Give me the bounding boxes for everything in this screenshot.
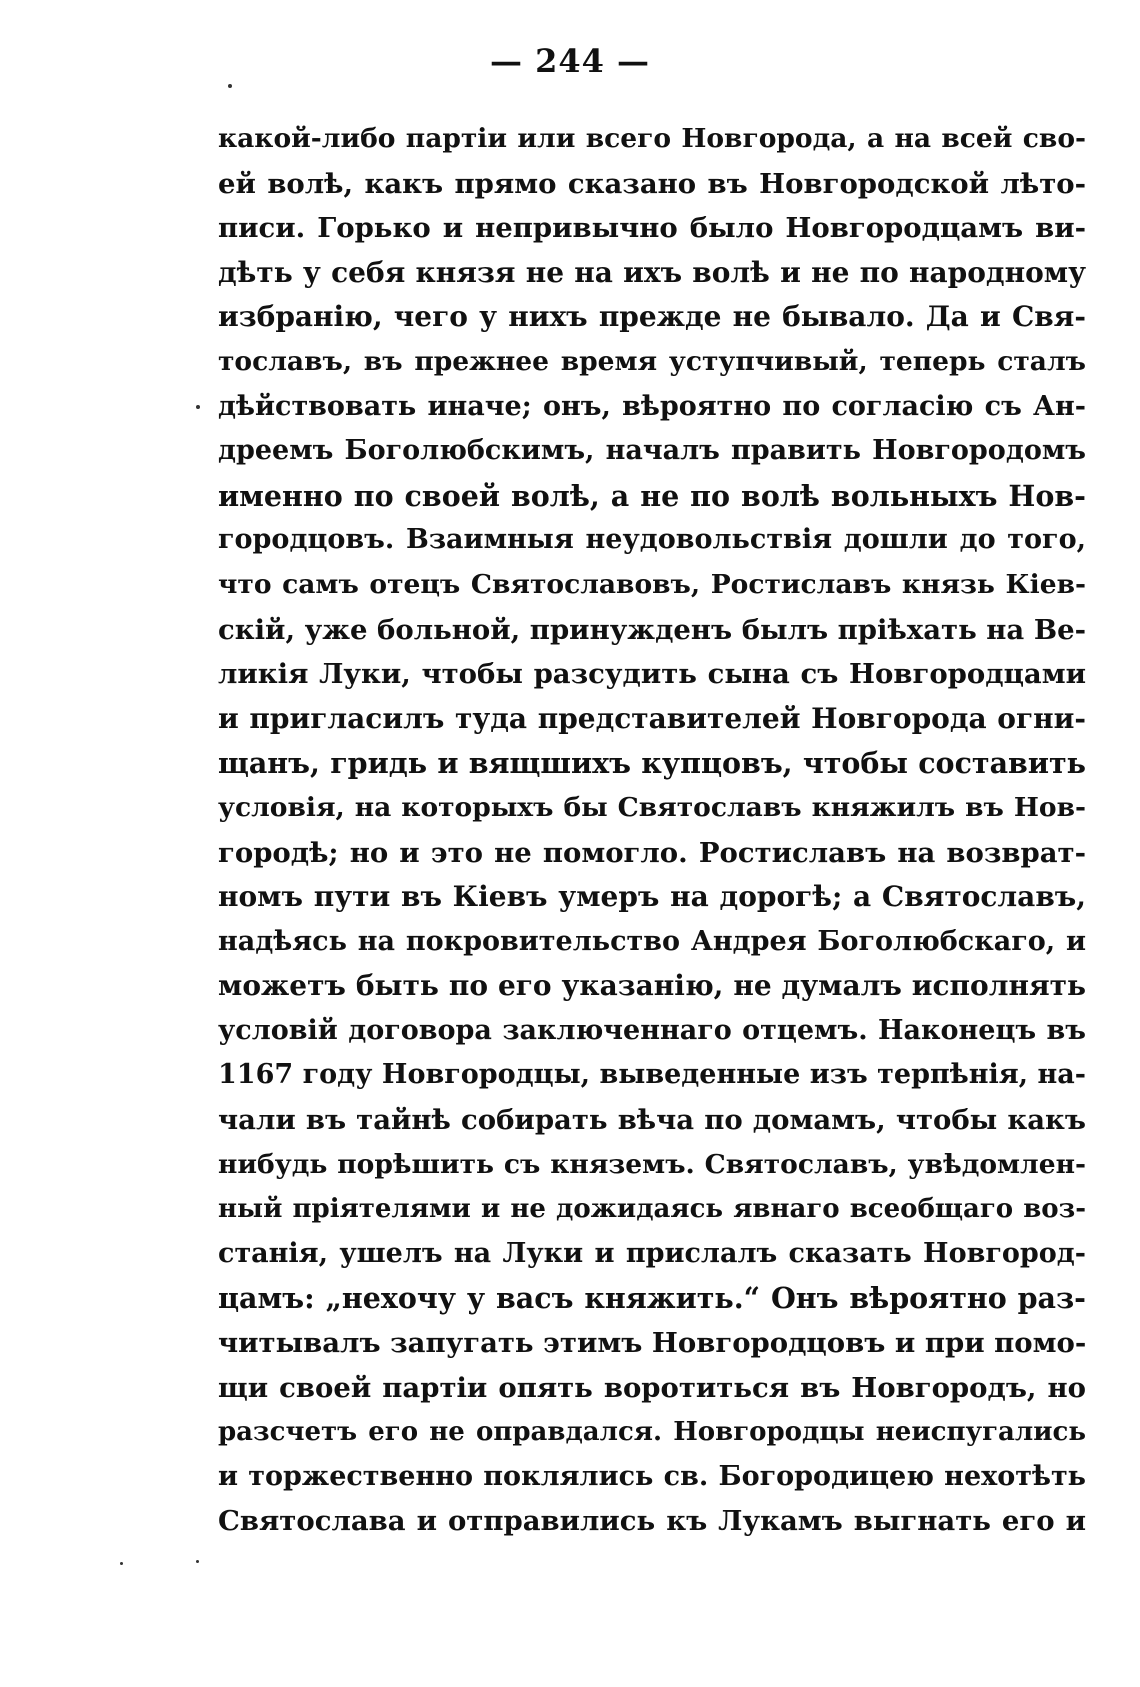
text-line: и торжественно поклялись св. Богородицею нехотѣть: [218, 1460, 1086, 1492]
text-line: станія, ушелъ на Луки и прислалъ сказать Новгород-: [218, 1237, 1086, 1269]
text-line: читывалъ запугать этимъ Новгородцовъ и при помо-: [218, 1327, 1086, 1360]
scan-speck: [228, 84, 232, 88]
text-line: номъ пути въ Кіевъ умеръ на дорогѣ; а Святославъ,: [218, 880, 1086, 914]
text-line: щи своей партіи опять воротиться въ Новгородъ, но: [218, 1371, 1086, 1404]
text-line: разсчетъ его не оправдался. Новгородцы неиспугались: [218, 1417, 1086, 1448]
text-line: городцовъ. Взаимныя неудовольствія дошли до того,: [218, 524, 1086, 556]
text-line: щанъ, гридь и вящшихъ купцовъ, чтобы составить: [218, 746, 1086, 781]
text-line: Святослава и отправились къ Лукамъ выгнать его и: [218, 1505, 1086, 1538]
text-line: цамъ: „нехочу у васъ княжить.“ Онъ вѣроятно раз-: [218, 1281, 1086, 1316]
text-line: условій договора заключеннаго отцемъ. Наконецъ въ: [218, 1014, 1086, 1046]
text-line: и пригласилъ туда представителей Новгорода огни-: [218, 701, 1086, 735]
text-line: что самъ отецъ Святославовъ, Ростиславъ князь Кіев-: [218, 568, 1086, 600]
text-line: нибудь порѣшить съ княземъ. Святославъ, увѣдомлен-: [218, 1148, 1086, 1180]
text-line: ликія Луки, чтобы разсудить сына съ Новгородцами: [218, 658, 1086, 691]
page-number-dash-right: —: [617, 42, 651, 80]
text-line: именно по своей волѣ, а не по волѣ вольныхъ Нов-: [218, 478, 1086, 513]
text-line: избранію, чего у нихъ прежде не бывало. Да и Свя-: [218, 300, 1086, 334]
text-line: писи. Горько и непривычно было Новгородцамъ ви-: [218, 212, 1086, 245]
text-line: тославъ, въ прежнее время уступчивый, теперь сталъ: [218, 345, 1086, 377]
text-line: ный пріятелями и не дожидаясь явнаго всеобщаго воз-: [218, 1194, 1086, 1225]
text-line: условія, на которыхъ бы Святославъ княжилъ въ Нов-: [218, 791, 1086, 823]
page-number: [0, 42, 1140, 80]
text-line: можетъ быть по его указанію, не думалъ исполнять: [218, 969, 1086, 1003]
text-line: дѣйствовать иначе; онъ, вѣроятно по согласію съ Ан-: [218, 390, 1086, 422]
text-line: какой-либо партіи или всего Новгорода, а на всей сво-: [218, 123, 1086, 154]
text-line: надѣясь на покровительство Андрея Боголюбскаго, и: [218, 925, 1086, 957]
text-line: чали въ тайнѣ собирать вѣча по домамъ, чтобы какъ: [218, 1104, 1086, 1137]
scan-speck: [120, 1562, 123, 1565]
text-line: 1167 году Новгородцы, выведенные изъ терпѣнія, на-: [218, 1059, 1086, 1091]
text-line: дреемъ Боголюбскимъ, началъ править Новгородомъ: [218, 435, 1086, 467]
text-line: ей волѣ, какъ прямо сказано въ Новгородской лѣто-: [218, 167, 1086, 200]
page-number-dash-left: —: [489, 42, 523, 80]
text-line: городѣ; но и это не помогло. Ростиславъ на возврат-: [218, 836, 1086, 869]
page-number-value: 244: [535, 42, 605, 80]
text-line: дѣть у себя князя не на ихъ волѣ и не по народному: [218, 255, 1086, 289]
scan-speck: [196, 405, 200, 409]
body-text: [218, 117, 1086, 1544]
text-line: скій, уже больной, принужденъ былъ пріѣхать на Ве-: [218, 613, 1086, 646]
scan-speck: [196, 1560, 199, 1563]
